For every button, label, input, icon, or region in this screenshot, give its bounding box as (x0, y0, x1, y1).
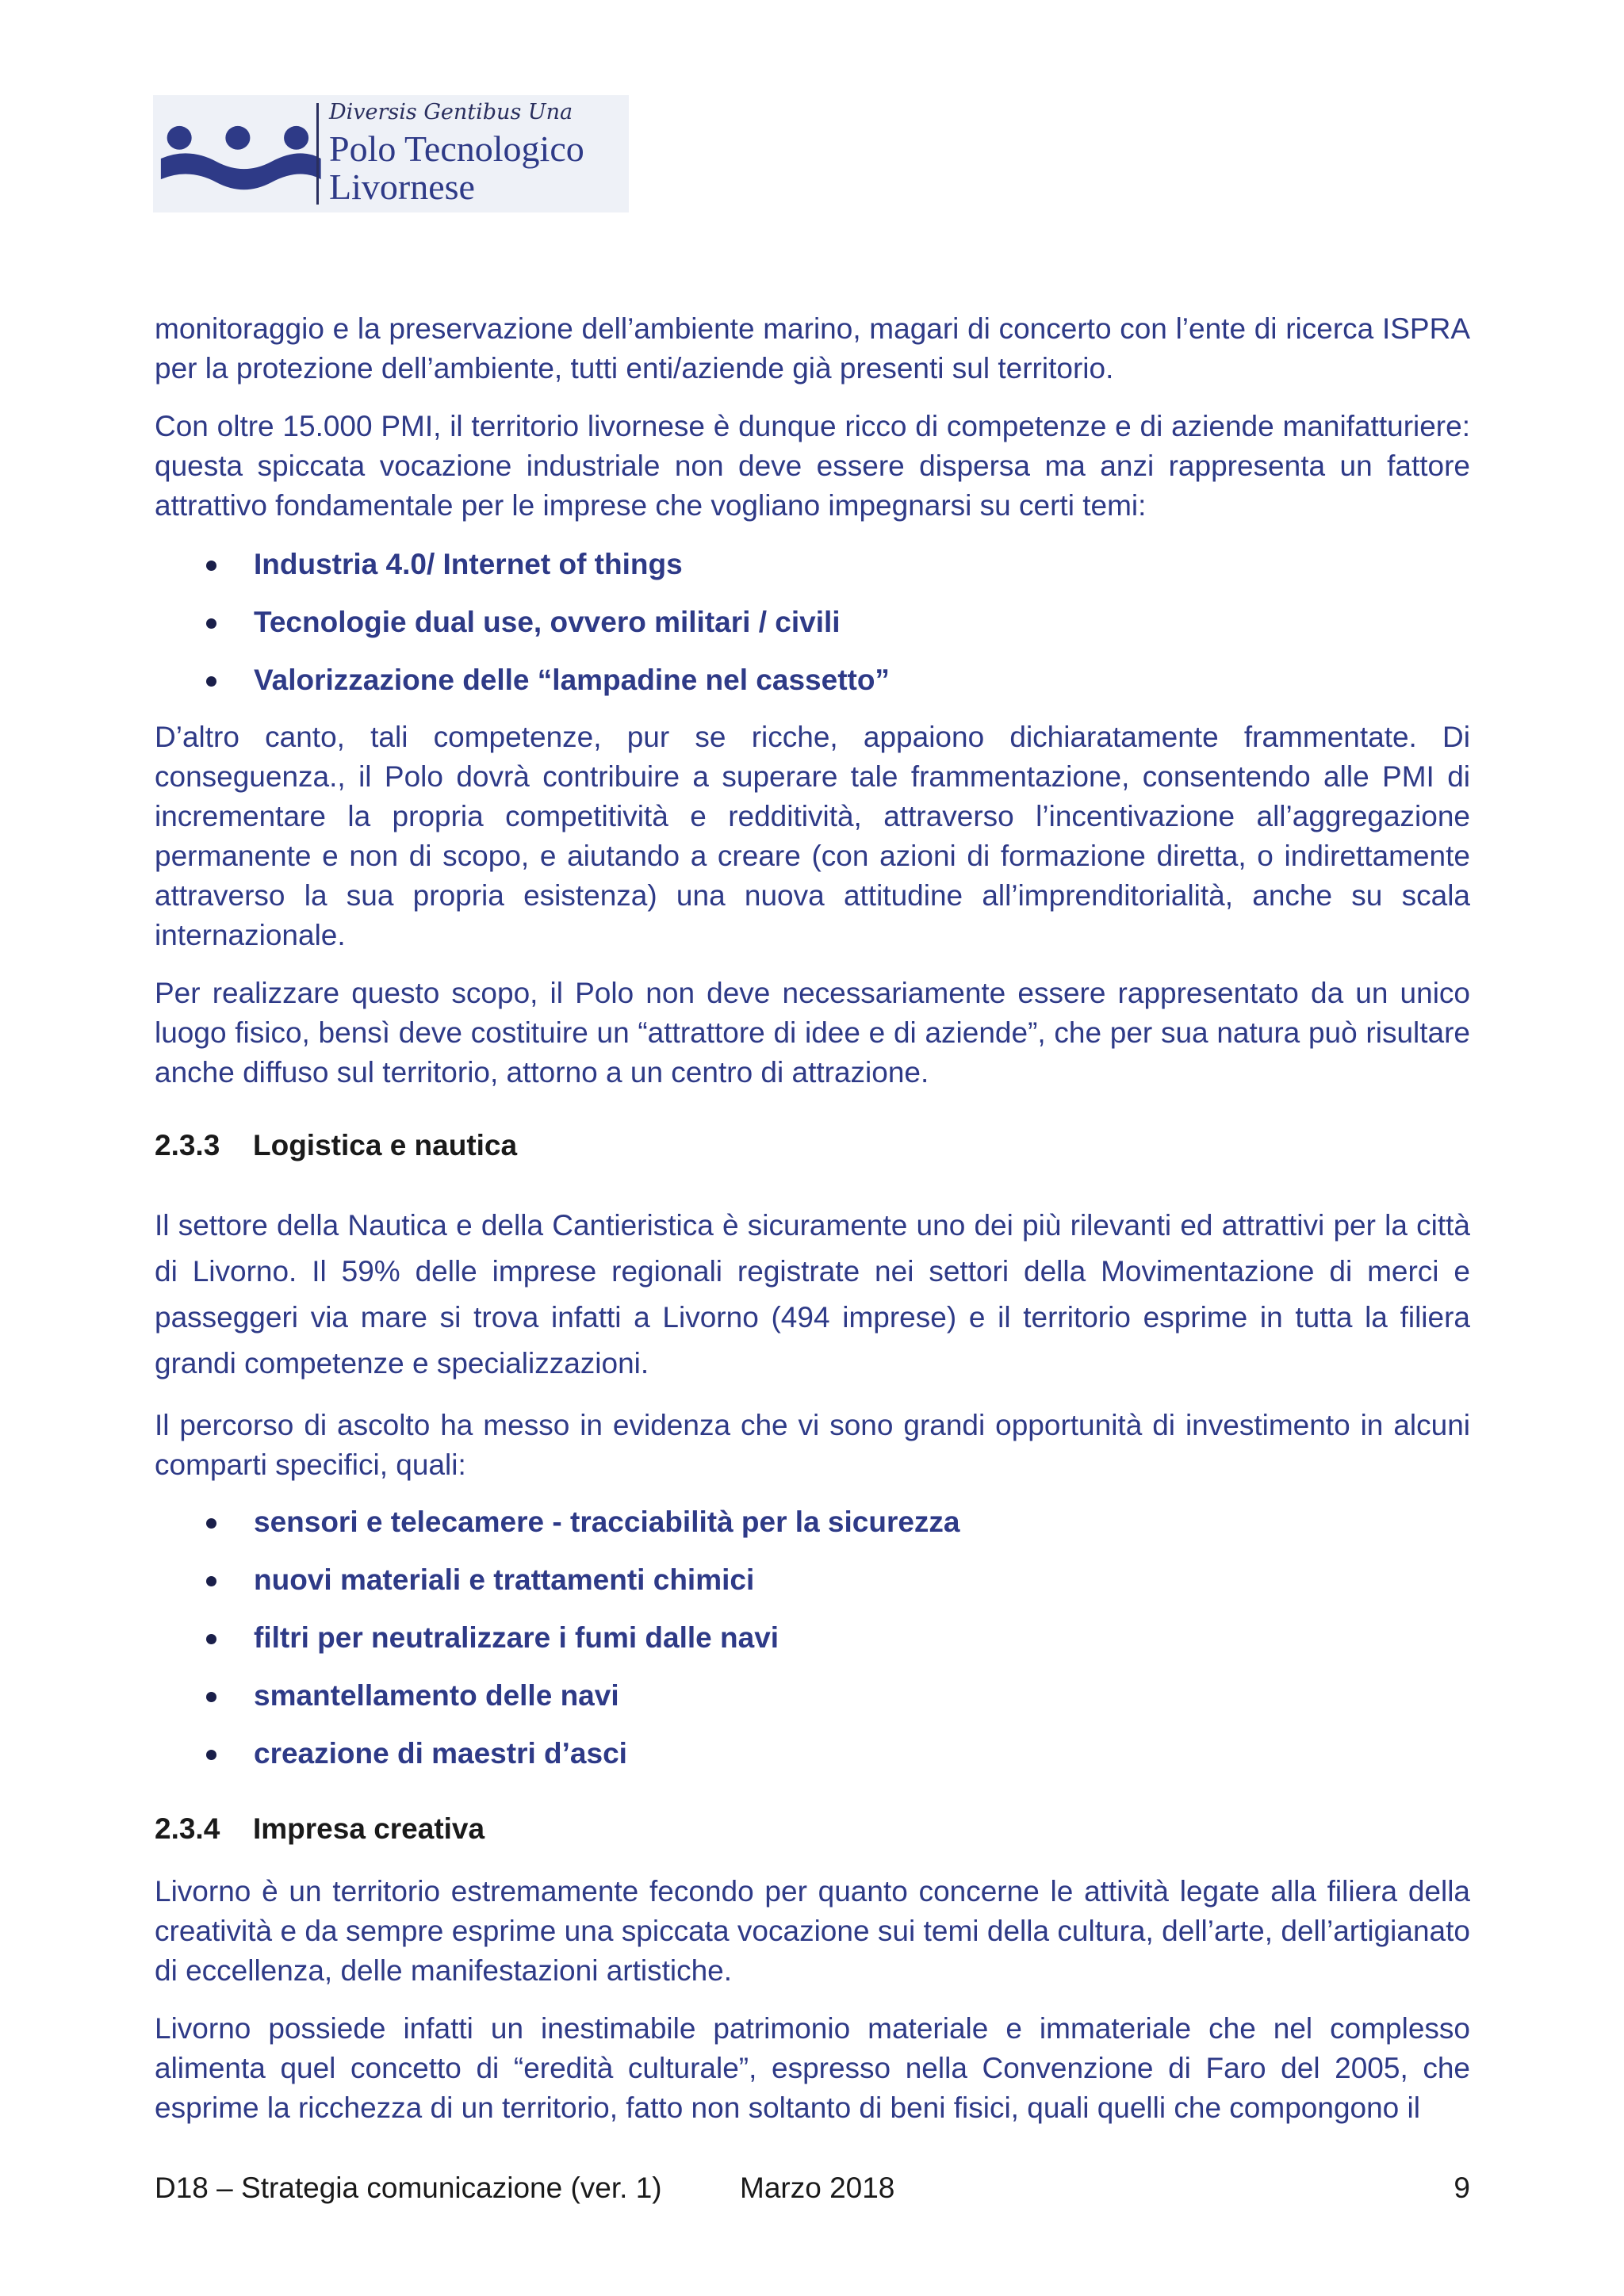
bullet-icon (206, 1518, 216, 1529)
paragraph (155, 2009, 1470, 2128)
list-item: Tecnologie dual use, ovvero militari / civili (155, 593, 1470, 651)
list-item: nuovi materiali e trattamenti chimici (155, 1551, 1470, 1609)
paragraph-text: Il percorso di ascolto ha messo in evidenza che vi sono grandi opportunità di investimento in alcuni comparti specifici, quali: (155, 1409, 1470, 1481)
bullet-icon (206, 1750, 216, 1760)
bullet-icon (206, 1692, 216, 1702)
logo-name-line2: Livornese (329, 166, 475, 207)
paragraph (155, 974, 1470, 1093)
bullet-list (155, 1493, 1470, 1782)
logo-divider (316, 103, 319, 205)
paragraph-text: D’altro canto, tali competenze, pur se ricche, appaiono dichiaratamente frammentate. Di conseguenza., il Polo dovrà contribuire a superare tale frammentazione, consentendo alle PMI di incrementare la propria competitività e redditività, attraverso l’incentivazione all’aggregazione permanente e non di scopo, e aiutando a creare (con azioni di formazione diretta, o indirettamente attraverso la sua propria esistenza) una nuova attitudine all’imprenditorialità, anche su scala internazionale. (155, 721, 1470, 951)
bullet-list (155, 535, 1470, 709)
section-heading (155, 1809, 1470, 1849)
logo-name-line1: Polo Tecnologico (329, 128, 584, 169)
paragraph (155, 309, 1470, 388)
section-title: Impresa creativa (253, 1812, 485, 1845)
paragraph-text: monitoraggio e la preservazione dell’ambiente marino, magari di concerto con l’ente di ricerca ISPRA per la protezione dell’ambiente, tutti enti/aziende già presenti sul territorio. (155, 312, 1470, 385)
paragraph-text: Con oltre 15.000 PMI, il territorio livornese è dunque ricco di competenze e di aziende manifatturiere: questa spiccata vocazione industriale non deve essere dispersa ma anzi rappresenta un fattore attrattivo fondamentale per le imprese che vogliano impegnarsi su certi temi: (155, 410, 1470, 522)
footer-date: Marzo 2018 (740, 2172, 895, 2204)
paragraph (155, 1872, 1470, 1991)
bullet-icon (206, 676, 216, 687)
section-number: 2.3.4 (155, 1812, 220, 1845)
paragraph (155, 407, 1470, 526)
bullet-icon (206, 1576, 216, 1586)
section-title: Logistica e nautica (253, 1129, 518, 1161)
paragraph (155, 1406, 1470, 1485)
list-item: sensori e telecamere - tracciabilità per la sicurezza (155, 1493, 1470, 1551)
logo (153, 95, 629, 212)
page-number: 9 (1454, 2172, 1470, 2204)
logo-name (329, 130, 584, 206)
bullet-icon (206, 1634, 216, 1644)
list-item: creazione di maestri d’asci (155, 1724, 1470, 1782)
list-item: Industria 4.0/ Internet of things (155, 535, 1470, 593)
list-item: filtri per neutralizzare i fumi dalle navi (155, 1609, 1470, 1667)
paragraph (155, 718, 1470, 955)
bullet-icon (206, 561, 216, 571)
section-heading (155, 1126, 1470, 1165)
bullet-icon (206, 618, 216, 629)
paragraph-text: Per realizzare questo scopo, il Polo non deve necessariamente essere rappresentato da un unico luogo fisico, bensì deve costituire un “attrattore di idee e di aziende”, che per sua natura può risultare anche diffuso sul territorio, attorno a un centro di attrazione. (155, 977, 1470, 1089)
paragraph-text: Livorno possiede infatti un inestimabile patrimonio materiale e immateriale che nel complesso alimenta quel concetto di “eredità culturale”, espresso nella Convenzione di Faro del 2005, che esprime la ricchezza di un territorio, fatto non soltanto di beni fisici, quali quelli che compongono il (155, 2012, 1470, 2124)
list-item: Valorizzazione delle “lampadine nel cassetto” (155, 651, 1470, 709)
paragraph-text: Il settore della Nautica e della Cantieristica è sicuramente uno dei più rilevanti ed attrattivi per la città di Livorno. Il 59% delle imprese regionali registrate nei settori della Movimentazione di merci e passeggeri via mare si trova infatti a Livorno (494 imprese) e il territorio esprime in tutta la filiera grandi competenze e specializzazioni. (155, 1209, 1470, 1380)
logo-motto: Diversis Gentibus Una (329, 100, 573, 124)
paragraph-text: Livorno è un territorio estremamente fecondo per quanto concerne le attività legate alla filiera della creatività e da sempre esprime una spiccata vocazione sui temi della cultura, dell’arte, dell’artigianato di eccellenza, delle manifestazioni artistiche. (155, 1875, 1470, 1987)
paragraph (155, 1203, 1470, 1387)
page-footer (155, 2168, 1470, 2208)
section-number: 2.3.3 (155, 1129, 220, 1161)
footer-document-title: D18 – Strategia comunicazione (ver. 1) (155, 2172, 662, 2204)
list-item: smantellamento delle navi (155, 1667, 1470, 1724)
